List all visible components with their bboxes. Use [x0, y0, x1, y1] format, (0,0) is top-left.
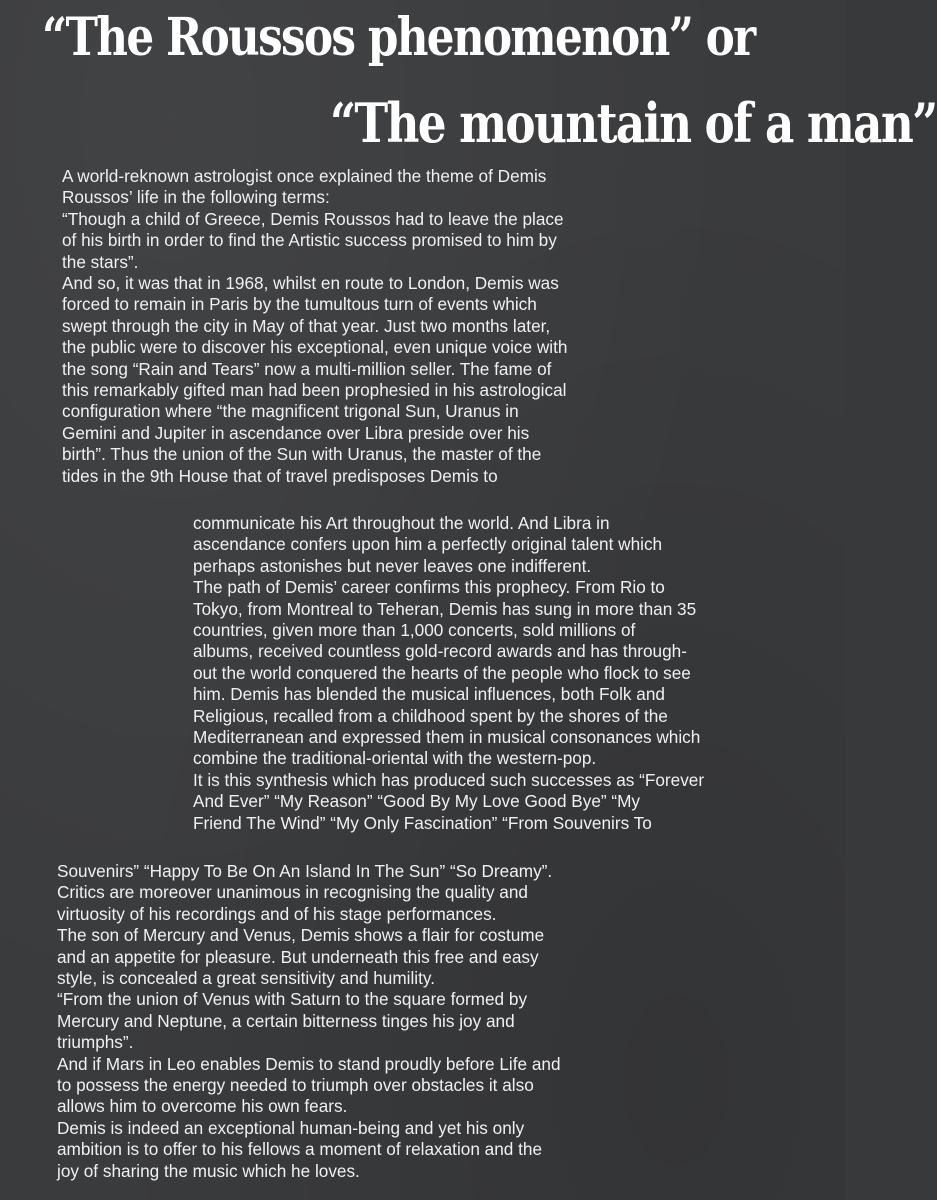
text-line: Tokyo, from Montreal to Teheran, Demis has sung in more than 35	[193, 598, 697, 619]
text-line: The son of Mercury and Venus, Demis shows a flair for costume	[57, 925, 545, 946]
text-line: Demis is indeed an exceptional human-being and yet his only	[57, 1117, 525, 1138]
text-line: albums, received countless gold-record awards and has through-	[193, 641, 687, 662]
text-line: A world-reknown astrologist once explained the theme of Demis	[62, 166, 547, 186]
paragraph-block-3	[57, 861, 627, 1182]
text-line: of his birth in order to find the Artistic success promised to him by	[62, 230, 557, 251]
text-line: “From the union of Venus with Saturn to the square formed by	[57, 989, 528, 1010]
text-line: joy of sharing the music which he loves.	[57, 1160, 360, 1181]
text-line: The path of Demis’ career confirms this prophecy. From Rio to	[193, 577, 665, 598]
text-line: perhaps astonishes but never leaves one indifferent.	[193, 555, 592, 576]
text-line: And Ever” “My Reason” “Good By My Love Good Bye” “My	[193, 791, 641, 812]
text-line: countries, given more than 1,000 concerts, sold millions of	[193, 620, 636, 641]
text-line: Mercury and Neptune, a certain bitterness tinges his joy and	[57, 1010, 515, 1031]
page-title-line-1: “The Roussos phenomenon” or	[42, 7, 755, 68]
text-line: the stars”.	[62, 251, 139, 272]
page-title-line-2: “The mountain of a man”	[330, 91, 937, 155]
text-line: and an appetite for pleasure. But underneath this free and easy	[57, 946, 539, 967]
text-line: the public were to discover his exceptional, even unique voice with	[62, 337, 568, 358]
text-line: forced to remain in Paris by the tumultous turn of events which	[62, 294, 537, 315]
text-line: swept through the city in May of that year. Just two months later,	[62, 315, 551, 336]
text-line: this remarkably gifted man had been prophesied in his astrological	[62, 380, 567, 401]
text-line: tides in the 9th House that of travel predisposes Demis to	[62, 465, 498, 486]
text-line: communicate his Art throughout the world. And Libra in	[193, 513, 610, 533]
text-line: triumphs”.	[57, 1032, 134, 1053]
text-line: the song “Rain and Tears” now a multi-million seller. The fame of	[62, 358, 552, 379]
text-line: ascendance confers upon him a perfectly original talent which	[193, 534, 663, 555]
text-line: Mediterranean and expressed them in musical consonances which	[193, 727, 701, 748]
text-line: Friend The Wind” “My Only Fascination” “From Souvenirs To	[193, 812, 652, 833]
text-line: allows him to overcome his own fears.	[57, 1096, 348, 1117]
text-line: Souvenirs” “Happy To Be On An Island In The Sun” “So Dreamy”.	[57, 861, 553, 881]
text-line: combine the traditional-oriental with the western-pop.	[193, 748, 597, 769]
text-line: style, is concealed a great sensitivity and humility.	[57, 968, 435, 989]
paragraph-block-1	[62, 166, 632, 487]
text-line: out the world conquered the hearts of the people who flock to see	[193, 662, 691, 683]
text-line: It is this synthesis which has produced such successes as “Forever	[193, 769, 705, 790]
text-line: configuration where “the magnificent trigonal Sun, Uranus in	[62, 401, 519, 422]
text-line: him. Demis has blended the musical influences, both Folk and	[193, 684, 665, 705]
text-line: Gemini and Jupiter in ascendance over Libra preside over his	[62, 422, 530, 443]
text-line: And so, it was that in 1968, whilst en route to London, Demis was	[62, 273, 559, 294]
text-line: birth”. Thus the union of the Sun with Uranus, the master of the	[62, 444, 542, 465]
text-line: And if Mars in Leo enables Demis to stand proudly before Life and	[57, 1053, 561, 1074]
text-line: Religious, recalled from a childhood spent by the shores of the	[193, 705, 668, 726]
text-line: virtuosity of his recordings and of his stage performances.	[57, 903, 497, 924]
text-line: “Though a child of Greece, Demis Roussos had to leave the place	[62, 208, 564, 229]
text-line: to possess the energy needed to triumph over obstacles it also	[57, 1075, 534, 1096]
text-line: Roussos’ life in the following terms:	[62, 187, 330, 208]
text-line: ambition is to offer to his fellows a moment of relaxation and the	[57, 1139, 543, 1160]
text-line: Critics are moreover unanimous in recognising the quality and	[57, 882, 528, 903]
paragraph-block-2	[193, 513, 763, 834]
